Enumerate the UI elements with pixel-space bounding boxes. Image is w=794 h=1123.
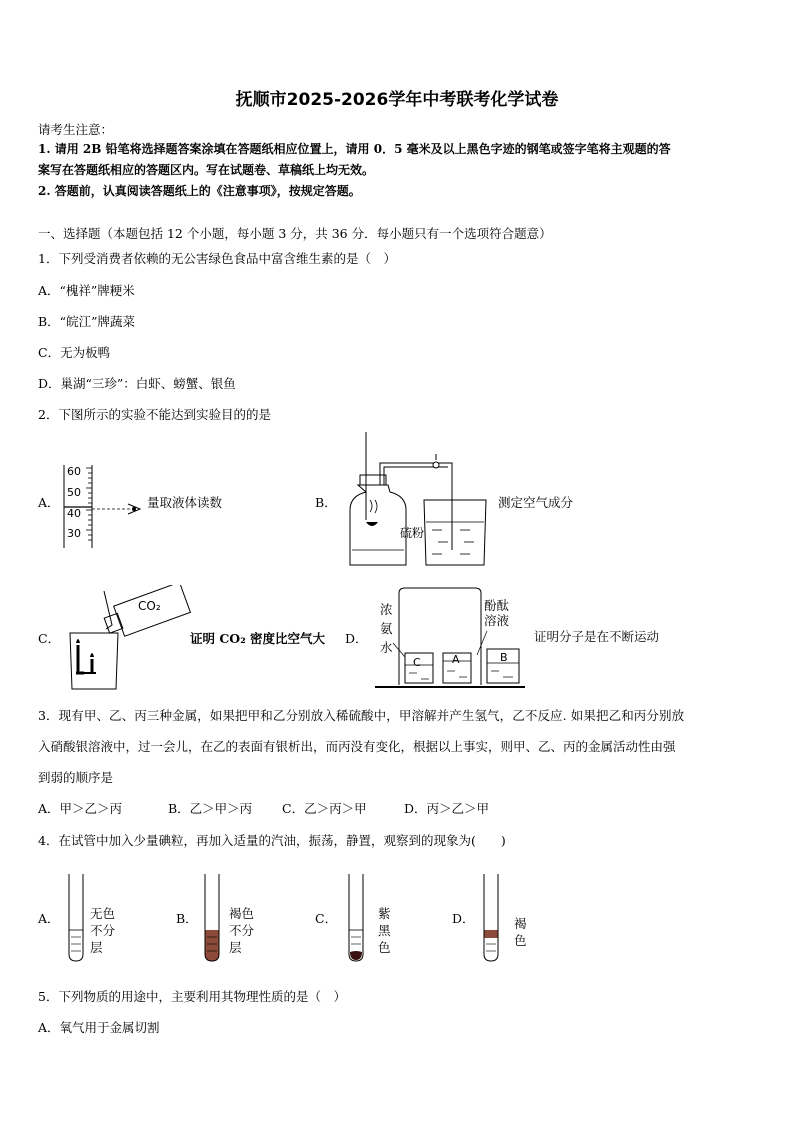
test-tube-a <box>66 872 86 964</box>
notice-line-1b: 案写在答题纸相应的答题区内。写在试题卷、草稿纸上均无效。 <box>38 163 375 177</box>
test-tube-b <box>202 872 222 964</box>
q1-option-b: B．“皖江”牌蔬菜 <box>38 314 135 329</box>
q2-a-letter: A． <box>38 495 60 510</box>
q4-c-letter: C． <box>315 911 338 926</box>
phenolphthalein-label: 酚酞 溶液 <box>484 598 510 628</box>
section-heading: 一、选择题（本题包括 12 个小题，每小题 3 分，共 36 分．每小题只有一个选项符合题意） <box>38 226 552 241</box>
q1-stem: 1．下列受消费者依赖的无公害绿色食品中富含维生素的是（ ） <box>38 251 396 266</box>
tube-a-label: 无色 不分 层 <box>90 906 116 955</box>
co2-density-figure <box>62 585 192 695</box>
q1-option-d: D．巢湖“三珍”：白虾、螃蟹、银鱼 <box>38 376 236 391</box>
q5-option-a: A．氧气用于金属切割 <box>38 1020 160 1035</box>
q4-d-letter: D． <box>452 911 475 926</box>
beaker-c-label: C <box>413 656 421 669</box>
q2-c-text: 证明 CO₂ 密度比空气大 <box>190 631 326 646</box>
q2-a-text: 量取液体读数 <box>147 495 223 510</box>
q3-option-d: D．丙＞乙＞甲 <box>404 801 490 816</box>
beaker-b-label: B <box>500 651 508 664</box>
notice-heading: 请考生注意： <box>38 122 114 137</box>
q2-d-letter: D． <box>345 631 368 646</box>
cylinder-tick-30: 30 <box>67 527 81 540</box>
cylinder-tick-50: 50 <box>67 486 81 499</box>
tube-d-label: 褐 色 <box>514 916 527 948</box>
sulfur-powder-label: 硫粉 <box>400 526 425 540</box>
q2-d-text: 证明分子是在不断运动 <box>534 629 660 644</box>
q1-option-c: C．无为板鸭 <box>38 345 111 360</box>
air-composition-figure <box>340 430 500 570</box>
co2-bottle-label: CO₂ <box>138 599 161 613</box>
beaker-a-label: A <box>452 653 460 666</box>
q4-b-letter: B． <box>176 911 198 926</box>
q4-a-letter: A． <box>38 911 60 926</box>
test-tube-c <box>346 872 366 964</box>
ammonia-label: 浓 氨 水 <box>380 602 393 655</box>
q2-c-letter: C． <box>38 631 61 646</box>
notice-line-1a: 1. 请用 2B 铅笔将选择题答案涂填在答题纸相应位置上，请用 0．5 毫米及以上黑色字迹的钢笔或签字笔将主观题的答 <box>38 142 671 156</box>
q2-b-letter: B． <box>315 495 337 510</box>
q2-stem: 2．下图所示的实验不能达到实验目的的是 <box>38 407 271 422</box>
cylinder-tick-40: 40 <box>67 507 81 520</box>
q3-stem-line-3: 到弱的顺序是 <box>38 770 114 785</box>
notice-line-2: 2. 答题前，认真阅读答题纸上的《注意事项》，按规定答题。 <box>38 184 361 198</box>
q3-option-a: A．甲＞乙＞丙 <box>38 801 123 816</box>
q3-stem-line-1: 3．现有甲、乙、丙三种金属，如果把甲和乙分别放入稀硫酸中，甲溶解并产生氢气，乙不反应. 如果把乙和丙分别放 <box>38 708 685 723</box>
q3-option-b: B．乙＞甲＞丙 <box>168 801 253 816</box>
tube-b-label: 褐色 不分 层 <box>229 906 255 955</box>
cylinder-tick-60: 60 <box>67 465 81 478</box>
q2-b-text: 测定空气成分 <box>498 495 574 510</box>
q4-stem: 4．在试管中加入少量碘粒，再加入适量的汽油，振荡，静置，观察到的现象为( ) <box>38 833 506 848</box>
test-tube-d <box>481 872 501 964</box>
page-title: 抚顺市2025-2026学年中考联考化学试卷 <box>235 90 559 110</box>
tube-c-label: 紫 黑 色 <box>378 906 391 955</box>
q1-option-a: A．“槐祥”牌粳米 <box>38 283 135 298</box>
q5-stem: 5．下列物质的用途中，主要利用其物理性质的是（ ） <box>38 989 346 1004</box>
q3-stem-line-2: 入硝酸银溶液中，过一会儿，在乙的表面有银析出，而丙没有变化，根据以上事实，则甲、乙、丙的金属活动性由强 <box>38 739 676 754</box>
q3-option-c: C．乙＞丙＞甲 <box>282 801 367 816</box>
